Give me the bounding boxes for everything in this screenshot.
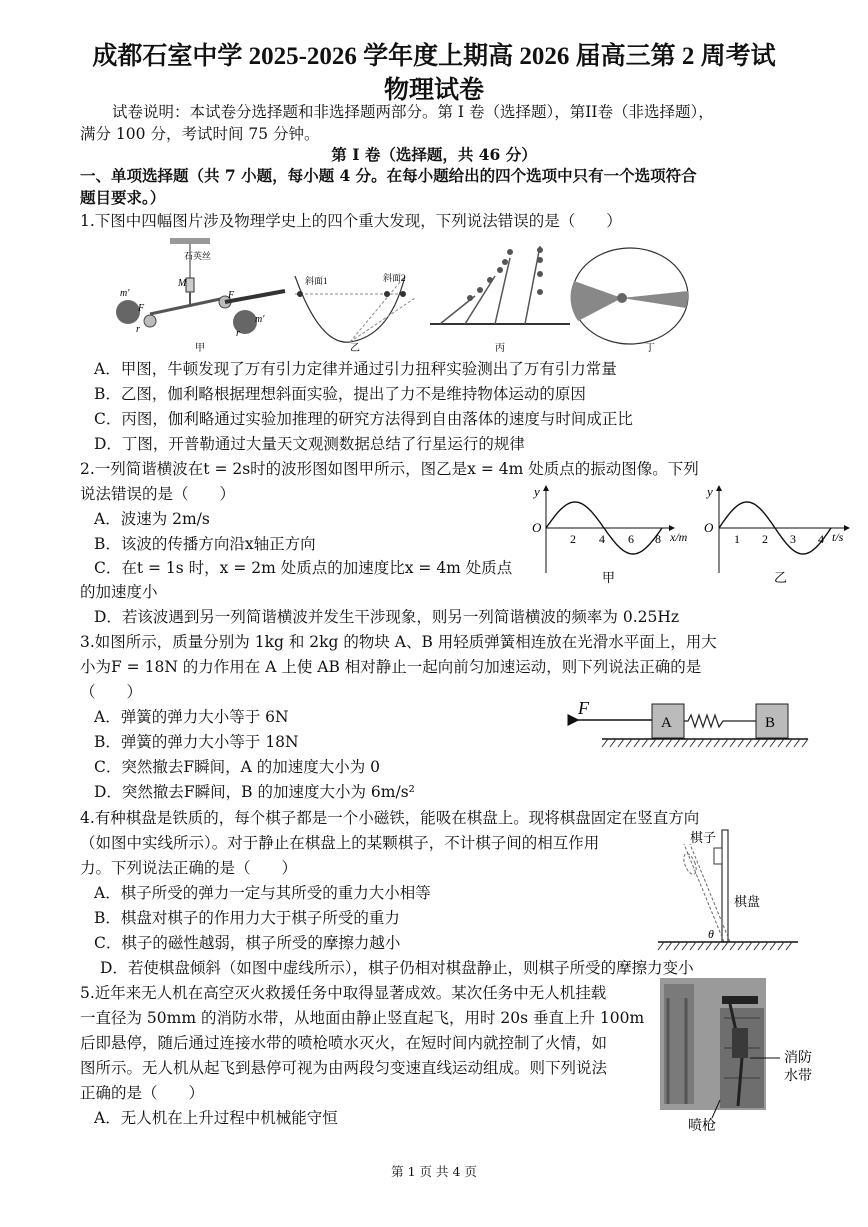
intro-line-1: 试卷说明：本试卷分选择题和非选择题两部分。第 I 卷（选择题），第II卷（非选择题）， xyxy=(112,103,714,121)
chess-piece xyxy=(714,848,722,864)
svg-text:O: O xyxy=(704,520,714,535)
svg-text:6: 6 xyxy=(628,532,634,546)
q5-stem-2: 一直径为 50mm 的消防水带，从地面由静止竖直起飞，用时 20s 垂直上升 100m xyxy=(80,1009,645,1027)
svg-text:r: r xyxy=(136,324,140,335)
q3-option-b: B．弹簧的弹力大小等于 18N xyxy=(94,733,299,751)
svg-text:M: M xyxy=(178,278,187,289)
svg-text:甲: 甲 xyxy=(602,570,616,585)
q4-stem-2: （如图中实线所示）。对于静止在棋盘上的某颗棋子，不计棋子间的相互作用 xyxy=(80,834,600,852)
q1-option-a: A．甲图，牛顿发现了万有引力定律并通过引力扭秤实验测出了万有引力常量 xyxy=(94,360,617,378)
q4-option-a: A．棋子所受的弹力一定与其所受的重力大小相等 xyxy=(94,884,431,902)
q1-option-d: D．丁图，开普勒通过大量天文观测数据总结了行星运行的规律 xyxy=(94,435,525,453)
svg-text:y: y xyxy=(707,484,713,499)
q3-option-d: D．突然撤去F瞬间，B 的加速度大小为 6m/s² xyxy=(94,783,415,801)
q4-option-b: B．棋盘对棋子的作用力大于棋子所受的重力 xyxy=(94,909,400,927)
svg-text:斜面1: 斜面1 xyxy=(305,276,328,286)
q3-option-a: A．弹簧的弹力大小等于 6N xyxy=(94,708,289,726)
svg-text:水带: 水带 xyxy=(784,1069,812,1084)
q1-figure xyxy=(100,236,700,356)
q5-stem-4: 图所示。无人机从起飞到悬停可视为由两段匀变速直线运动组成。则下列说法 xyxy=(80,1059,608,1077)
svg-text:棋子: 棋子 xyxy=(690,830,717,845)
q2-figure xyxy=(524,478,854,588)
board-vertical xyxy=(722,830,728,942)
svg-text:4: 4 xyxy=(599,532,605,546)
q5-stem-1: 5.近年来无人机在高空灭火救援任务中取得显著成效。某次任务中无人机挂载 xyxy=(80,984,607,1002)
q1-stem: 1.下图中四幅图片涉及物理学史上的四个重大发现，下列说法错误的是（ ） xyxy=(80,212,622,230)
wave-graph-jia xyxy=(532,484,688,585)
q4-stem-3: 力。下列说法正确的是（ ） xyxy=(80,859,298,877)
ideal-slope-diagram xyxy=(295,272,415,354)
q1-option-c: C．丙图，伽利略通过实验加推理的研究方法得到自由落体的速度与时间成正比 xyxy=(94,410,633,428)
torsion-balance-diagram xyxy=(116,238,285,354)
q1-option-b: B．乙图，伽利略根据理想斜面实验，提出了力不是维持物体运动的原因 xyxy=(94,385,586,403)
svg-text:B: B xyxy=(765,715,776,731)
svg-text:F: F xyxy=(578,698,589,718)
svg-text:乙: 乙 xyxy=(774,570,788,585)
svg-text:消防: 消防 xyxy=(784,1051,812,1066)
svg-text:乙: 乙 xyxy=(350,343,360,354)
intro-line-2: 满分 100 分，考试时间 75 分钟。 xyxy=(80,125,320,143)
svg-text:3: 3 xyxy=(790,532,796,546)
q2-option-c-cont: 的加速度小 xyxy=(80,583,158,601)
svg-text:O: O xyxy=(532,520,542,535)
svg-text:2: 2 xyxy=(762,532,768,546)
part1-title: 第 I 卷（选择题，共 46 分） xyxy=(331,145,537,164)
section-heading-cont: 题目要求。） xyxy=(80,188,166,207)
exam-title: 成都石室中学 2025-2026 学年度上期高 2026 届高三第 2 周考试 xyxy=(92,43,776,70)
q5-option-a: A．无人机在上升过程中机械能守恒 xyxy=(94,1109,338,1127)
q5-labels xyxy=(688,1040,812,1140)
svg-text:2: 2 xyxy=(570,532,576,546)
q3-figure xyxy=(572,696,812,758)
exam-subtitle: 物理试卷 xyxy=(383,77,484,104)
free-fall-slope-diagram xyxy=(430,246,570,354)
svg-text:F: F xyxy=(228,290,235,301)
svg-text:r: r xyxy=(236,328,240,339)
q3-option-c: C．突然撤去F瞬间，A 的加速度大小为 0 xyxy=(94,758,381,776)
q2-option-d: D．若该波遇到另一列简谐横波并发生干涉现象，则另一列简谐横波的频率为 0.25Hz xyxy=(94,608,680,626)
q4-figure xyxy=(652,824,802,950)
svg-text:m′: m′ xyxy=(120,288,130,299)
q5-stem-5: 正确的是（ ） xyxy=(80,1084,205,1102)
section-heading: 一、单项选择题（共 7 小题，每小题 4 分。在每小题给出的四个选项中只有一个选项符合 xyxy=(80,166,697,185)
svg-text:θ: θ xyxy=(708,927,714,941)
q2-option-a: A．波速为 2m/s xyxy=(94,510,210,528)
svg-text:石英丝: 石英丝 xyxy=(184,251,212,261)
svg-text:丁: 丁 xyxy=(645,343,655,354)
svg-text:1: 1 xyxy=(734,532,740,546)
svg-text:棋盘: 棋盘 xyxy=(734,894,761,909)
svg-text:y: y xyxy=(534,484,540,499)
q4-stem-1: 4.有种棋盘是铁质的，每个棋子都是一个小磁铁，能吸在棋盘上。现将棋盘固定在竖直方向 xyxy=(80,809,700,827)
q2-option-c: C．在t = 1s 时，x = 2m 处质点的加速度比x = 4m 处质点 xyxy=(94,559,513,577)
svg-text:喷枪: 喷枪 xyxy=(688,1119,716,1134)
svg-text:F: F xyxy=(138,303,145,314)
q5-stem-3: 后即悬停，随后通过连接水带的喷枪喷水灭火，在短时间内就控制了火情，如 xyxy=(80,1034,608,1052)
spring xyxy=(684,715,756,727)
q3-stem-1: 3.如图所示，质量分别为 1kg 和 2kg 的物块 A、B 用轻质弹簧相连放在光滑水平面上，用大 xyxy=(80,633,717,651)
vibration-graph-yi xyxy=(704,484,849,585)
q4-option-c: C．棋子的磁性越弱，棋子所受的摩擦力越小 xyxy=(94,934,401,952)
kepler-ellipse-diagram xyxy=(571,248,689,354)
q2-stem-1: 2.一列简谐横波在t = 2s时的波形图如图甲所示，图乙是x = 4m 处质点的振动图像。下列 xyxy=(80,460,699,478)
svg-text:甲: 甲 xyxy=(195,343,205,354)
page-number: 第 1 页 共 4 页 xyxy=(391,1164,477,1179)
svg-text:4: 4 xyxy=(818,532,824,546)
svg-text:A: A xyxy=(661,715,672,731)
q2-stem-2: 说法错误的是（ ） xyxy=(80,485,236,503)
q3-stem-2: 小为F = 18N 的力作用在 A 上使 AB 相对静止一起向前匀加速运动，则下列说法正确的是 xyxy=(80,658,702,676)
svg-text:x/m: x/m xyxy=(670,530,688,544)
q2-option-b: B．该波的传播方向沿x轴正方向 xyxy=(94,535,316,553)
svg-text:丙: 丙 xyxy=(495,343,505,354)
svg-text:斜面2: 斜面2 xyxy=(383,273,406,283)
svg-text:8: 8 xyxy=(655,532,661,546)
q4-option-d: D．若使棋盘倾斜（如图中虚线所示），棋子仍相对棋盘静止，则棋子所受的摩擦力变小 xyxy=(100,959,694,977)
q3-stem-3: （ ） xyxy=(80,683,143,701)
svg-text:m′: m′ xyxy=(255,314,265,325)
svg-text:t/s: t/s xyxy=(832,530,844,544)
